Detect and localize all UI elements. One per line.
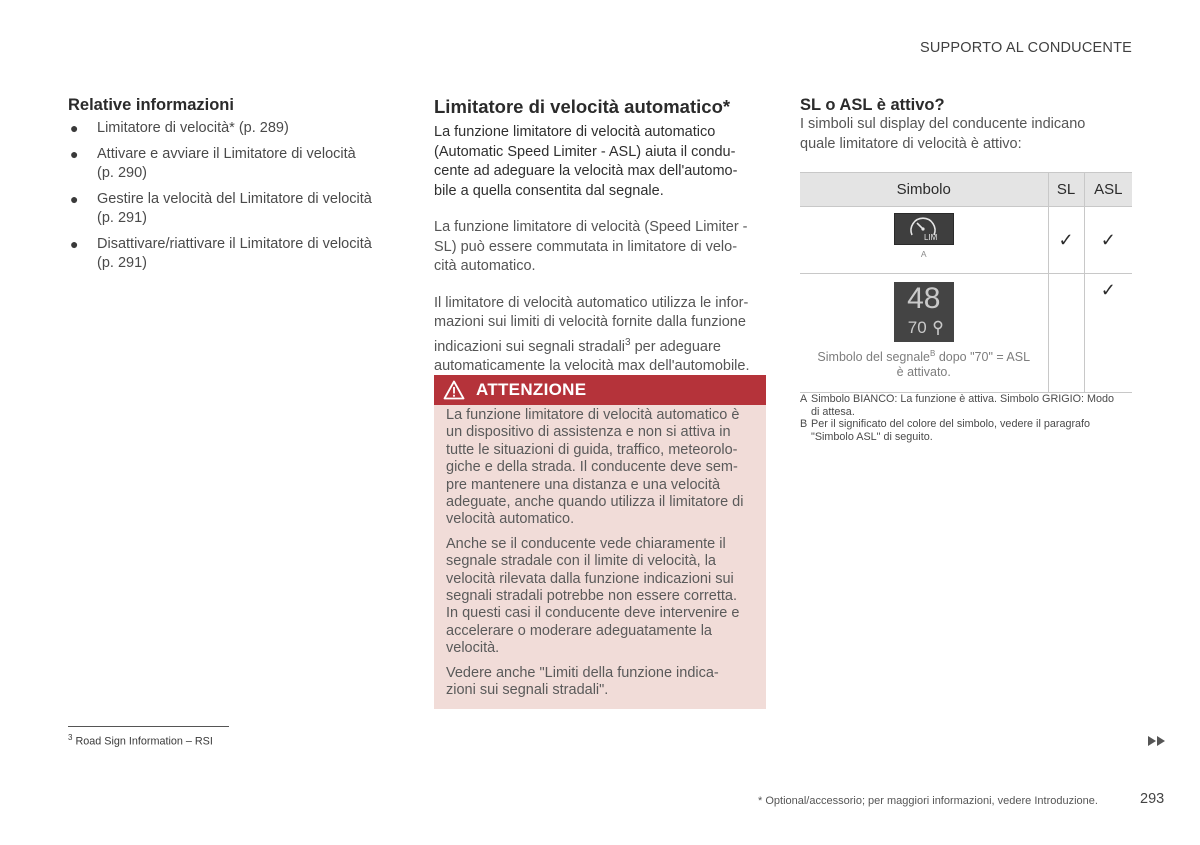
related-link-290[interactable]: ● Attivare e avviare il Limitatore di velocità (p. 290): [70, 145, 356, 181]
symbol-cell-speed: [800, 274, 1048, 393]
speed-limit: 70: [907, 318, 927, 337]
warning-header: [434, 375, 766, 405]
related-link-289[interactable]: ● Limitatore di velocità* (p. 289): [68, 119, 398, 139]
asl-check: ✓: [1084, 207, 1132, 274]
symbol-caption-b: Simbolo del segnale$^B$ dopo "70" = ASL è attivato.: [817, 349, 1031, 380]
sl-check-empty: [1048, 274, 1084, 393]
bullet-dot: ●: [70, 120, 79, 136]
warning-body: [434, 405, 766, 709]
sl-check: ✓: [1048, 207, 1084, 274]
optional-footnote: * Optional/accessorio; per maggiori informazioni, vedere Introduzione.: [758, 795, 1098, 807]
main-article: [434, 96, 766, 393]
footnote-divider: [68, 726, 229, 727]
table-footnote-a: A Simbolo BIANCO: La funzione è attiva. Simbolo GRIGIO: Modo di attesa.: [800, 393, 1115, 418]
col-header-symbol: Simbolo: [800, 173, 1048, 207]
symbol-caption-a: A: [920, 249, 927, 259]
article-title: Limitatore di velocità automatico*: [434, 96, 731, 117]
table-header-row: [800, 173, 1132, 207]
warning-paragraph-1: La funzione limitatore di velocità automatico è un dispositivo di assistenza e non si attiva in tutte le situazioni di guida, traffico, meteorolo- giche e della strada. Il conducente deve sem- pre mantenere una distanza e una velocità adeguate, anche quando utilizza il limitatore di velocità automatico.: [446, 407, 744, 528]
speed-display-symbol: [894, 282, 954, 342]
related-link-291a[interactable]: ● Gestire la velocità del Limitatore di velocità (p. 291): [70, 190, 372, 226]
symbol-table: [800, 172, 1132, 393]
related-info-section: [68, 96, 398, 280]
running-header: SUPPORTO AL CONDUCENTE: [919, 40, 1132, 56]
warning-paragraph-3: Vedere anche "Limiti della funzione indica- zioni sui segnali stradali".: [446, 664, 719, 699]
map-pin-icon: [933, 320, 943, 336]
warning-title: ATTENZIONE: [476, 380, 587, 399]
related-link-291b[interactable]: ● Disattivare/riattivare il Limitatore di velocità (p. 291): [70, 235, 372, 271]
table-row: [800, 207, 1132, 274]
col-header-asl: ASL: [1084, 173, 1132, 207]
table-row: [800, 274, 1132, 393]
double-chevron-right-icon[interactable]: [1148, 736, 1166, 746]
speedometer-lim-icon: [894, 213, 954, 245]
footnote-3: $^3$ Road Sign Information – RSI: [68, 733, 213, 748]
symbol-cell-lim: [800, 207, 1048, 274]
related-info-list: [68, 119, 398, 274]
article-paragraph-2: La funzione limitatore di velocità (Speed Limiter - SL) può essere commutata in limitatore di velo- cità automatico.: [434, 219, 748, 274]
sl-asl-section: [800, 96, 1132, 154]
footnote-ref-3[interactable]: 3: [625, 336, 631, 348]
current-speed: 48: [907, 282, 941, 315]
page-number: 293: [1140, 791, 1165, 807]
related-info-heading: Relative informazioni: [68, 96, 234, 114]
sl-asl-heading: SL o ASL è attivo?: [800, 96, 945, 114]
bullet-dot: ●: [70, 145, 79, 162]
warning-paragraph-2: Anche se il conducente vede chiaramente il segnale stradale con il limite di velocità, la velocità rilevata dalla funzione indicazioni sui segnali stradali potrebbe non essere corretta. In questi casi il conducente deve intervenire e accelerare o moderare adeguatamente la velocità.: [446, 535, 740, 657]
table-footnote-b: B Per il significato del colore del simbolo, vedere il paragrafo "Simbolo ASL" di seguito.: [800, 418, 1091, 443]
asl-check: ✓: [1084, 274, 1132, 393]
col-header-sl: SL: [1048, 173, 1084, 207]
sl-asl-intro: I simboli sul display del conducente indicano quale limitatore di velocità è attivo:: [800, 116, 1086, 152]
svg-text:LIM: LIM: [923, 233, 938, 242]
warning-triangle-icon: [443, 380, 465, 400]
bullet-dot: ●: [70, 190, 79, 207]
article-intro: La funzione limitatore di velocità automatico (Automatic Speed Limiter - ASL) aiuta il condu- cente ad adeguare la velocità max dell'automo- bile a quella consentita dal segnale.: [434, 124, 738, 199]
bullet-dot: ●: [70, 235, 79, 252]
article-paragraph-3: Il limitatore di velocità automatico utilizza le infor- mazioni sui limiti di velocità fornite dalla funzione indicazioni sui segnali stradali$^3$ per adeguare automaticamente la velocità max dell'automobile.: [434, 294, 750, 374]
